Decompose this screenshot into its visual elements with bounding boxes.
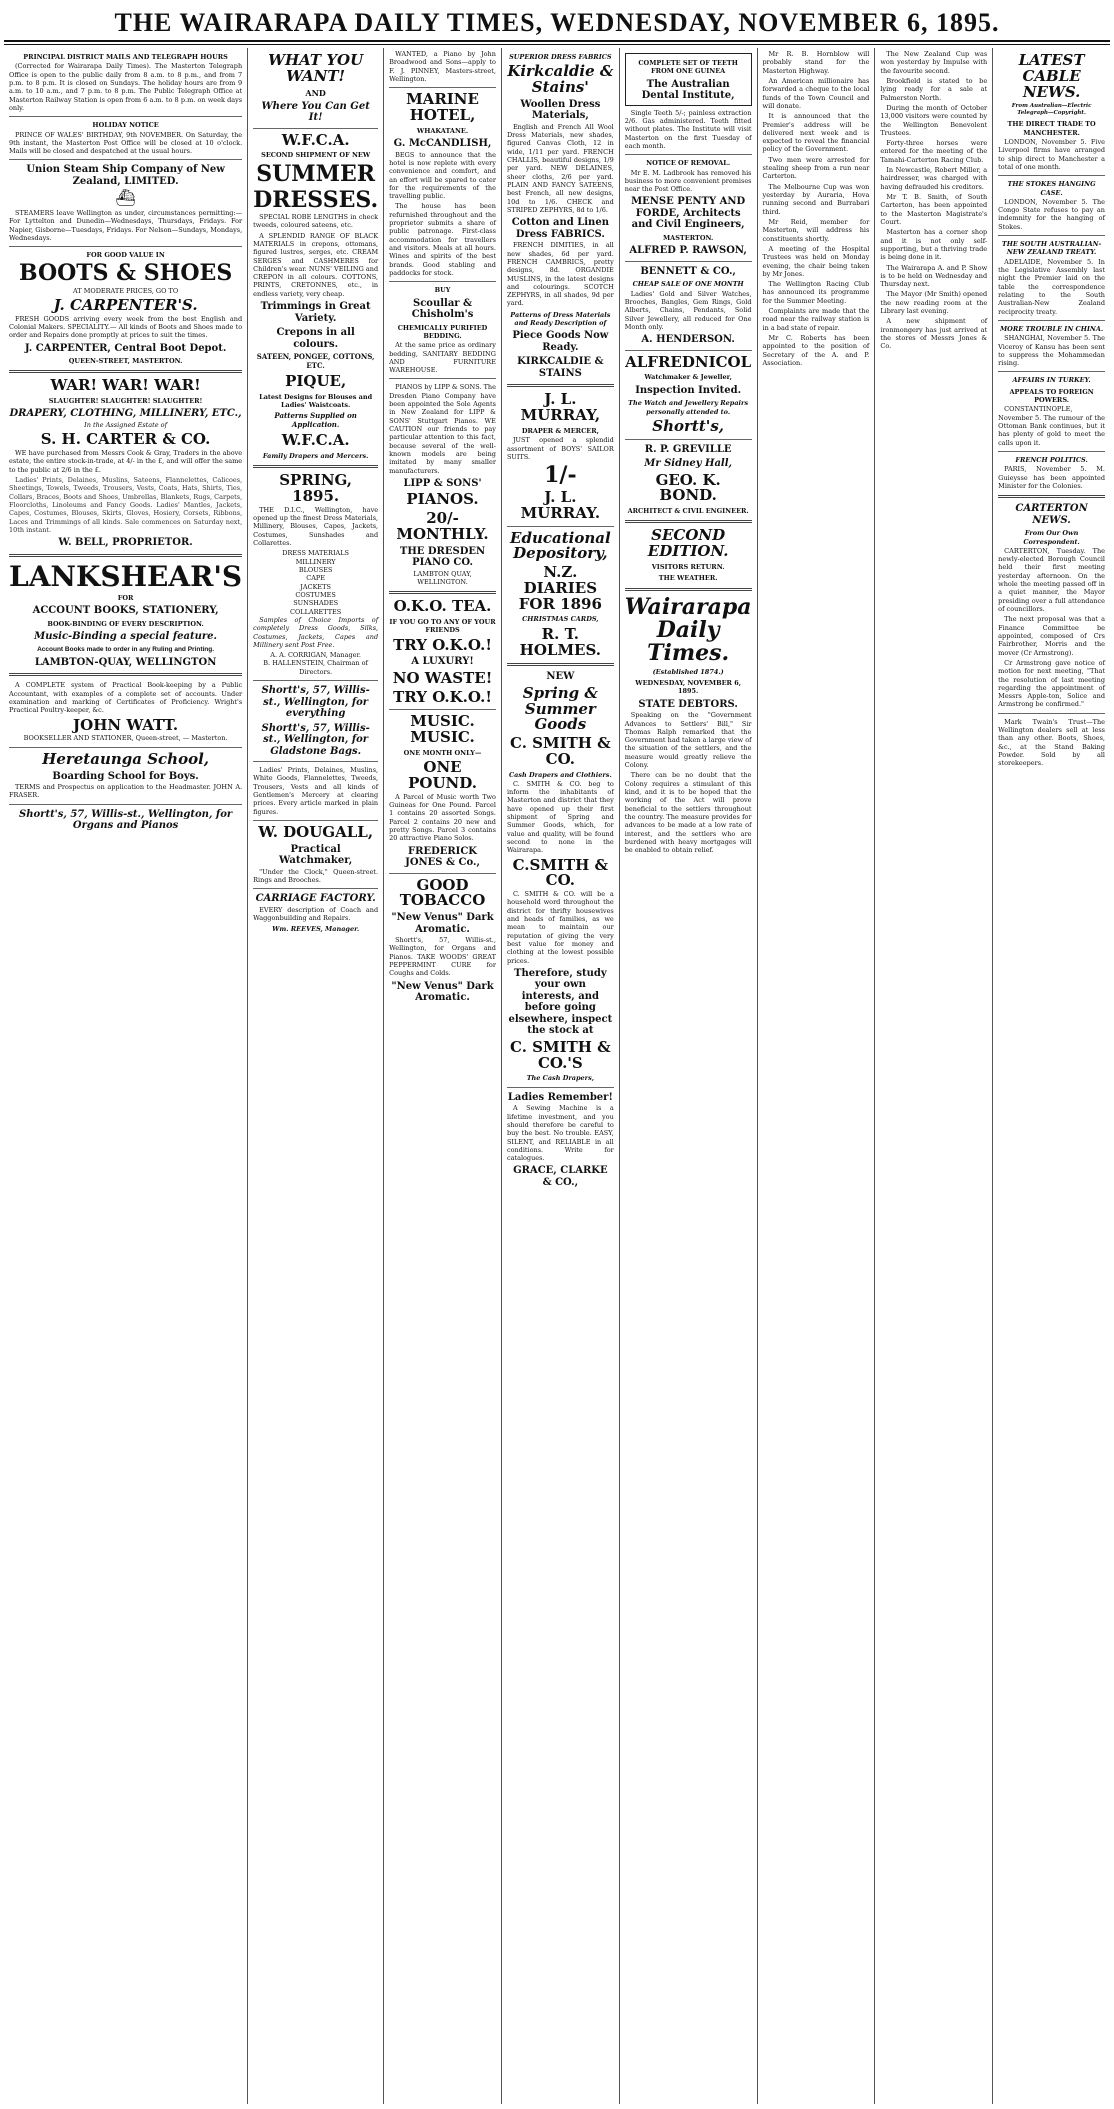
mails-heading: PRINCIPAL DISTRICT MAILS AND TELEGRAPH HOURS xyxy=(23,53,228,61)
newspaper-title: THE WAIRARAPA DAILY TIMES, WEDNESDAY, NOVEMBER 6, 1895. xyxy=(114,8,1000,37)
piece-goods: Piece Goods Now Ready. xyxy=(512,330,609,353)
divider xyxy=(507,526,614,527)
cable-item: LONDON, November 5. Five Liverpool firms have arranged to ship direct to Manchester a total of one month. xyxy=(998,137,1105,171)
divider xyxy=(253,761,378,762)
superior-heading: SUPERIOR DRESS FABRICS xyxy=(509,53,612,61)
no-waste: NO WASTE! xyxy=(392,668,493,687)
carterton-item: Mark Twain's Trust—The Wellington dealers sell at less than any other. Boots, Shoes, &c., at the Stand Baking Powder. Sold by all storekeepers. xyxy=(998,717,1105,768)
dresses-heading: DRESSES. xyxy=(253,186,379,213)
news-item: Mr R. B. Hornblow will probably stand for the Masterton Highway. xyxy=(762,50,870,75)
holmes-heading: R. T. HOLMES. xyxy=(519,624,602,659)
steamship-text: STEAMERS leave Wellington as under, circumstances permitting:— For Lyttelton and Dunedin—Wednesdays, Thursdays, Fridays. For Napier, Gisborne—Tuesdays, Fridays. For Nelson—Sundays, Mondays, Wednesdays. xyxy=(9,208,243,242)
lipp-heading: LIPP & SONS' xyxy=(403,477,482,489)
ladies-filler: A Sewing Machine is a lifetime investment, and you should therefore be careful to buy the best. No trouble. EASY, SILENT, and RELIABLE in all conditions. Write for catalogues. xyxy=(506,1104,614,1163)
list-item: DRESS MATERIALS xyxy=(282,549,349,558)
cotton-heading: Cotton and Linen Dress FABRICS. xyxy=(511,217,609,240)
music-heading: MUSIC. MUSIC. xyxy=(410,712,475,747)
boots-subtext: AT MODERATE PRICES, GO TO xyxy=(72,286,179,295)
carpenter-heading: J. CARPENTER'S. xyxy=(53,295,198,314)
nicol-subheading: Watchmaker & Jeweller, xyxy=(644,373,732,382)
stokes-heading: THE STOKES HANGING CASE. xyxy=(1007,180,1096,197)
spring-text: THE D.I.C., Wellington, have opened up the finest Dress Materials, Millinery, Blouses, Capes, Jackets, Costumes, Sunshades and Collarettes. xyxy=(253,505,379,548)
new-heading: NEW xyxy=(546,671,575,683)
cable-item: SHANGHAI, November 5. The Viceroy of Kansu has been sent to suppress the Mohammedan rising. xyxy=(998,334,1105,368)
crepons-heading: Crepons in all colours. xyxy=(276,327,355,350)
carpenter-name: J. CARPENTER, Central Boot Depot. xyxy=(24,342,227,354)
school-text: TERMS and Prospectus on application to the Headmaster. JOHN A. FRASER. xyxy=(9,783,243,800)
divider xyxy=(998,175,1105,176)
second-edition: SECOND EDITION. xyxy=(647,526,729,561)
divider xyxy=(625,261,752,262)
smith-heading-3: C. SMITH & CO.'S xyxy=(510,1037,611,1072)
weather-heading: THE WEATHER. xyxy=(658,574,718,583)
divider xyxy=(253,680,378,681)
nicol-heading: ALFREDNICOL xyxy=(625,352,752,371)
slaughter-subheading: SLAUGHTER! SLAUGHTER! SLAUGHTER! xyxy=(48,397,203,406)
body-filler: There can be no doubt that the Colony requires a stimulant of this kind, and it is to be hoped that the working of the Act will prove beneficial to the settlers throughout the country. The measure provides for advances to be made at a low rate of interest, and the settlers who are burdened with heavy mortgages will be enabled to obtain relief. xyxy=(624,771,752,855)
news-item: Complaints are made that the road near the railway station is in a bad state of repair. xyxy=(762,307,870,332)
summer-heading: SUMMER xyxy=(256,160,376,187)
hallenstein: B. HALLENSTEIN, Chairman of Directors. xyxy=(263,659,368,676)
divider xyxy=(389,591,496,594)
price: 1/- xyxy=(544,462,577,489)
news-item: Mr C. Roberts has been appointed to the position of Secretary of the A. and P. Association. xyxy=(762,334,870,367)
boots-heading: BOOTS & SHOES xyxy=(18,260,233,287)
divider xyxy=(625,439,752,440)
cable-item: CONSTANTINOPLE, November 5. The rumour of the Ottoman Bank continues, but it has plenty of gold to meet the calls upon it. xyxy=(998,405,1105,447)
direct-heading: THE DIRECT TRADE TO MANCHESTER. xyxy=(1007,120,1096,137)
holiday-heading: HOLIDAY NOTICE xyxy=(92,121,159,130)
divider xyxy=(507,384,614,387)
mense-location: MASTERTON. xyxy=(662,233,714,242)
cable-item: ADELAIDE, November 5. In the Legislative Assembly last night the Premier laid on the table the correspondence relating to the South Australian-New Zealand reciprocity treaty. xyxy=(998,257,1105,316)
list-item: CAPE xyxy=(306,574,326,583)
divider xyxy=(253,128,378,129)
murray-text: JUST opened a splendid assortment of BOYS' SAILOR SUITS. xyxy=(506,436,614,461)
sateen-line: SATEEN, PONGEE, COTTONS, ETC. xyxy=(256,352,375,371)
grace-clarke: GRACE, CLARKE & CO., xyxy=(513,1165,608,1188)
news-item: It is announced that the Premier's address will be delivered next week and is expected to reveal the financial policy of the Government. xyxy=(762,112,870,154)
smith-heading-2: C.SMITH & CO. xyxy=(512,855,609,890)
oko-friends: IF YOU GO TO ANY OF YOUR FRIENDS xyxy=(389,618,496,635)
sidney-heading: Mr Sidney Hall, xyxy=(644,458,733,470)
smith-heading: C. SMITH & CO. xyxy=(510,734,611,768)
turkey-heading: AFFAIRS IN TURKEY. xyxy=(1012,376,1091,385)
paper-date: WEDNESDAY, NOVEMBER 6, 1895. xyxy=(635,679,742,696)
news-item: In Newcastle, Robert Miller, a hairdresser, was charged with having defrauded his creditors. xyxy=(880,166,988,191)
repairs-text: The Watch and Jewellery Repairs personally attended to. xyxy=(628,399,749,416)
teeth-heading: COMPLETE SET OF TEETH FROM ONE GUINEA xyxy=(638,59,738,76)
shortts-ad: Shortt's, 57, Willis-st., Wellington, for everything xyxy=(261,685,370,720)
carterton-item: The next proposal was that a Finance Committee be appointed, composed of Crs Fairbrother, Morris and the mover (Cr Armstrong). xyxy=(998,615,1105,657)
column-5 xyxy=(620,48,758,2104)
venus-heading-2: "New Venus" Dark Aromatic. xyxy=(391,980,494,1004)
marine-text: BEGS to announce that the hotel is now replete with every convenience and comfort, and an effort will be spared to cater for the requirements of the travelling public. xyxy=(389,150,496,201)
want-heading: WHAT YOU WANT! xyxy=(268,51,364,85)
architect-text: ARCHITECT & CIVIL ENGINEER. xyxy=(627,507,749,516)
divider xyxy=(253,465,378,468)
cable-item: LONDON, November 5. The Congo State refuses to pay an indemnity for the hanging of Stokes. xyxy=(998,197,1105,231)
masthead xyxy=(0,0,1114,44)
murray-heading: J. L. MURRAY, xyxy=(520,390,601,425)
appeal-heading: APPEALS TO FOREIGN POWERS. xyxy=(1009,387,1094,405)
try-oko: TRY O.K.O.! xyxy=(393,635,492,654)
murray-subheading: DRAPER & MERCER, xyxy=(521,426,599,435)
rawson-heading: ALFRED P. RAWSON, xyxy=(629,245,747,257)
divider xyxy=(9,116,242,117)
divider xyxy=(9,804,242,805)
tobacco-filler: Shortt's, 57, Willis-st., Wellington, for Organs and Pianos. TAKE WOODS' GREAT PEPPERMINT CURE for Coughs and Colds. xyxy=(389,936,496,978)
carter-filler: Ladies' Prints, Delaines, Muslins, Sateens, Flannelettes, Calicoes, Sheetings, Towels, Tweeds, Trousers, Vests, Coats, Hats, Shirts, Ties, Collars, Braces, Boots and Shoes, Umbrellas, Blankets, Rugs, Carpets, Floorcloths, Linoleums and Fancy Goods. Ladies' Mantles, Jackets, Capes, Costumes, Blouses, Skirts, Gloves, Hosiery, Corsets, Ribbons, Laces and Trimmings of all kinds. Sale commences on Saturday next, 10th instant. xyxy=(9,475,243,534)
mails-text: (Corrected for Wairarapa Daily Times). The Masterton Telegraph Office is open to the public daily from 8 a.m. to 8 p.m., and from 7 p.m. to 8 p.m. It is closed on Sundays. The holiday hours are from 9 a.m. to 10 a.m., and 7 p.m. to 8 p.m. The Public Telegraph Office at Masterton Railway Station is open from 6 a.m. to 8 p.m. on week days only. xyxy=(9,62,243,112)
divider xyxy=(253,820,378,821)
corrigan: A. A. CORRIGAN, Manager. xyxy=(270,651,361,660)
watt-heading: JOHN WATT. xyxy=(73,715,179,734)
column-7 xyxy=(875,48,993,2104)
try-oko-2: TRY O.K.O.! xyxy=(393,687,492,706)
music-subtext: ONE MONTH ONLY— xyxy=(403,748,482,757)
reeves-manager: Wm. REEVES, Manager. xyxy=(272,925,360,934)
news-item: Mr Reid, member for Masterton, will address his constituents shortly. xyxy=(762,217,870,243)
music-binding-text: Music-Binding a special feature. xyxy=(34,631,217,643)
divider xyxy=(9,246,242,247)
dresses-filler: A SPLENDID RANGE OF BLACK MATERIALS in crepons, ottomans, figured lustres, serges, etc. CREAM SERGES and CASHMERES for Children's wear. NUNS' VEILING and CREPON in all colours. COTTONS, PRINTS, CRETONNES, etc., in endless variety, very cheap. xyxy=(253,231,379,298)
correspondent: From Our Own Correspondent. xyxy=(1023,529,1080,546)
cotton-filler: FRENCH DIMITIES, in all new shades, 6d per yard. FRENCH CAMBRICS, pretty designs, 8d. ORGANDIE MUSLINS, in the latest designs and colourings. SCOTCH ZEPHYRS, in all shades, 9d per yard. xyxy=(506,241,614,308)
pianos-heading: PIANOS. xyxy=(406,490,479,509)
french-heading: FRENCH POLITICS. xyxy=(1015,455,1088,464)
news-item: Forty-three horses were entered for the meeting of the Tamahi-Carterton Racing Club. xyxy=(880,139,988,164)
news-item: An American millionaire has forwarded a cheque to the local funds of the Town Council and will donate. xyxy=(762,76,870,110)
top-rule-thin xyxy=(4,44,1110,45)
news-item: A meeting of the Hospital Trustees was held on Monday evening, the chair being taken by Mr Jones. xyxy=(762,244,870,278)
watt-text: BOOKSELLER AND STATIONER, Queen-street, — Masterton. xyxy=(23,734,228,743)
pound-heading: ONE POUND. xyxy=(408,758,477,792)
inspection: Inspection Invited. xyxy=(635,384,742,396)
carterton-item: Cr Armstrong gave notice of motion for next meeting, "That the resolution of last meeting regarding the appointment of Messrs Apple-ton, Solice and Armstrong be confirmed." xyxy=(998,658,1105,709)
divider xyxy=(9,747,242,748)
family-drapers: Family Drapers and Mercers. xyxy=(262,452,369,461)
greville-heading: R. P. GREVILLE xyxy=(644,443,732,455)
bennett-heading: BENNETT & CO., xyxy=(640,265,736,277)
news-item: The Wellington Racing Club has announced its programme for the Summer Meeting. xyxy=(762,280,870,305)
marine-heading: MARINE HOTEL, xyxy=(406,90,479,124)
latest-designs: Latest Designs for Blouses and Ladies' Waistcoats. xyxy=(259,392,373,410)
dougall-text: "Under the Clock," Queen-street. Rings and Brooches. xyxy=(253,867,379,885)
holiday-text: PRINCE OF WALES' BIRTHDAY, 9th NOVEMBER. On Saturday, the 9th instant, the Masterton Post Office will be closed at 10 o'clock. Mails will be closed and despatched at the usual hours. xyxy=(9,130,243,156)
list-item: MILLINERY xyxy=(295,557,336,566)
mense-heading: MENSE PENTY AND FORDE, Architects and Civil Engineers, xyxy=(631,196,746,231)
divider xyxy=(998,235,1105,236)
tobacco-heading: GOOD TOBACCO xyxy=(399,875,486,910)
news-item: Two men were arrested for stealing sheep from a run near Carterton. xyxy=(762,155,870,181)
carriage-heading: CARRIAGE FACTORY. xyxy=(255,893,376,905)
dresden-address: LAMBTON QUAY, WELLINGTON. xyxy=(413,569,472,586)
oko-heading: O.K.O. TEA. xyxy=(393,597,492,616)
pianos-text: PIANOS by LIPP & SONS. The Dresden Piano Company have been appointed the Sole Agents in New Zealand for LIPP & SONS' Stuttgart Pianos. WE CAUTION our friends to pay particular attention to this fact, because several of the well-known models are being imitated by many smaller manufacturers. xyxy=(389,383,496,475)
wfca-heading-2: W.F.C.A. xyxy=(281,431,350,450)
cable-item: PARIS, November 5. M. Guieysse has been appointed Minister for the Colonies. xyxy=(998,465,1105,490)
column-4 xyxy=(502,48,620,2104)
visitors-heading: VISITORS RETURN. xyxy=(651,562,725,571)
news-item: The New Zealand Cup was won yesterday by Impulse with the favourite second. xyxy=(880,50,988,75)
pique-heading: PIQUE, xyxy=(285,372,347,391)
account-books-order: Account Books made to order in any Ruling and Printing. xyxy=(37,645,215,653)
music-filler: A Parcel of Music worth Two Guineas for One Pound. Parcel 1 contains 20 assorted Songs. Parcel 2 contains 20 new and pretty Songs. Parcel 3 contains 20 attractive Piano Solos. xyxy=(389,792,496,843)
divider xyxy=(998,495,1105,498)
carter-text: WE have purchased from Messrs Cook & Gray, Traders in the above estate, the entire stock-in-trade, at 4/- in the £, and will offer the same to the public at 2/6 in the £. xyxy=(9,449,243,474)
ladies-heading: Ladies Remember! xyxy=(507,1091,613,1103)
divider xyxy=(9,554,242,557)
good-value-heading: FOR GOOD VALUE IN xyxy=(86,251,165,260)
carterton-heading: CARTERTON NEWS. xyxy=(1015,503,1088,526)
cheap-sale: CHEAP SALE OF ONE MONTH xyxy=(632,280,744,289)
marine-proprietor: G. McCANDLISH, xyxy=(393,138,492,150)
paper-title: Wairarapa Daily Times. xyxy=(624,593,752,666)
saust-heading: THE SOUTH AUSTRALIAN-NEW ZEALAND TREATY. xyxy=(1001,240,1102,257)
wfca-heading: W.F.C.A. xyxy=(281,130,350,149)
account-books-heading: ACCOUNT BOOKS, STATIONERY, xyxy=(32,605,219,617)
drapery-heading: DRAPERY, CLOTHING, MILLINERY, ETC., xyxy=(9,408,242,420)
luxury-heading: A LUXURY! xyxy=(411,656,474,668)
patterns-line: Patterns Supplied on Application. xyxy=(274,411,357,430)
murray-2: J. L. MURRAY. xyxy=(520,488,601,522)
divider xyxy=(625,588,752,591)
lankshear-for: FOR xyxy=(117,594,134,603)
cards-heading: CHRISTMAS CARDS, xyxy=(522,615,599,624)
smith-filler-2: C. SMITH & CO. will be a household word throughout the district for thrifty housewives and heads of families, as we mean to maintain our reputation of giving the very best value for money and clothing at the lowest possible prices. xyxy=(506,890,614,965)
teeth-ad xyxy=(625,53,752,106)
school-heading: Heretaunga School, xyxy=(42,749,209,768)
column-8 xyxy=(993,48,1110,2104)
divider xyxy=(998,371,1105,372)
column-6 xyxy=(758,48,876,2104)
carpenter-address: QUEEN-STREET, MASTERTON. xyxy=(68,357,183,366)
spring-list xyxy=(253,549,378,616)
divider xyxy=(998,320,1105,321)
dental-heading: The Australian Dental Institute, xyxy=(641,78,735,102)
divider xyxy=(625,520,752,523)
smith-filler: C. SMITH & CO. beg to inform the inhabitants of Masterton and district that they have opened up their first shipment of Spring and Summer Goods, which, for value and quality, will be found second to none in the Wairarapa. xyxy=(506,779,614,855)
list-item: JACKETS xyxy=(300,582,331,591)
top-rule xyxy=(4,40,1110,42)
news-item: During the month of October 13,000 visitors were counted by the Wellington Benevolent Trustees. xyxy=(880,103,988,137)
kirk-filler: English and French All Wool Dress Materials, new shades, figured Canvas Cloth, 12 in wide, 1/11 per yard. FRENCH CHALLIS, beautiful designs, 1/9 per yard. NEW DELAINES, sheer cloths, 2/6 per yard. PLAIN AND FANCY SATEENS, best French, all new designs, 10d to 1/6. CHECK and STRIPED ZEPHYRS, 8d to 1/6. xyxy=(506,122,614,214)
divider xyxy=(9,370,242,373)
page-columns xyxy=(4,48,1110,2104)
dougall-heading: W. DOUGALL, xyxy=(258,822,374,841)
divider xyxy=(9,159,242,160)
china-heading: MORE TROUBLE IN CHINA. xyxy=(999,324,1104,333)
marine-filler: The house has been refurnished throughout and the proprietor submits a share of public patronage. First-class accommodation for travellers and visitors. Meals at all hours. Wines and spirits of the best brands. Good stabling and paddocks for stock. xyxy=(389,202,496,277)
carter-heading: S. H. CARTER & CO. xyxy=(40,430,211,449)
cable-heading: LATEST CABLE NEWS. xyxy=(1018,51,1085,101)
lankshear-heading: LANKSHEAR'S xyxy=(9,559,243,593)
news-item: The Melbourne Cup was won yesterday by Auraria, Hova running second and Burrabari third. xyxy=(762,182,870,216)
cable-source: From Australian—Electric Telegraph—Copyright. xyxy=(1011,103,1092,117)
teeth-filler: Single Teeth 5/-; painless extraction 2/6. Gas administered. Teeth fitted without plates. The Institute will visit Masterton on the first Tuesday of each month. xyxy=(624,108,752,150)
dresses-text: SPECIAL ROBE LENGTHS in check tweeds, coloured sateens, etc. xyxy=(253,212,379,230)
school-subheading: Boarding School for Boys. xyxy=(52,770,199,782)
steamship-heading: Union Steam Ship Company of New Zealand, LIMITED. xyxy=(26,164,225,187)
educational-heading: Educational Depository, xyxy=(510,528,611,563)
divider xyxy=(389,709,496,710)
bookbinding-text: BOOK-BINDING OF EVERY DESCRIPTION. xyxy=(47,619,204,628)
bedding-text: At the same price as ordinary bedding, SANITARY BEDDING AND FURNITURE WAREHOUSE. xyxy=(389,341,496,375)
carterton-item: CARTERTON, Tuesday. The newly-elected Borough Council held their first meeting yesterday afternoon. On the whole the meeting passed off in a quiet manner, the Mayor presiding over a full attendance of councillors. xyxy=(998,546,1105,613)
marine-sub: WHAKATANE. xyxy=(416,126,469,135)
bond-heading: GEO. K. BOND. xyxy=(655,470,721,505)
assigned-estate: In the Assigned Estate of xyxy=(84,420,167,429)
carriage-text: EVERY description of Coach and Waggonbuilding and Repairs. xyxy=(253,905,379,923)
divider xyxy=(253,888,378,889)
filler-text: Ladies' Prints, Delaines, Muslins, White Goods, Flannelettes, Tweeds, Trousers, Vests and all kinds of Gentlemen's Mercery at clearing prices. Every article marked in plain figures. xyxy=(253,766,379,816)
samples-text: Samples of Choice Imports of completely Dress Goods, Silks, Costumes, Jackets, Capes and Millinery sent Post Free. xyxy=(253,615,379,649)
fred-jones: FREDERICK JONES & Co., xyxy=(405,845,480,869)
news-item: The Wairarapa A. and P. Show is to be held on Wednesday and Thursday next. xyxy=(880,263,988,289)
list-item: BLOUSES xyxy=(298,566,333,575)
diaries-heading: N.Z. DIARIES FOR 1896 xyxy=(518,563,602,613)
ship-icon: ⛴ xyxy=(115,188,136,208)
kirkcaldie-2: KIRKCALDIE & STAINS xyxy=(517,356,604,379)
divider xyxy=(507,663,614,666)
patterns-line: Patterns of Dress Materials and Ready Description of xyxy=(510,310,611,328)
dresden-heading: THE DRESDEN PIANO CO. xyxy=(399,545,486,569)
divider xyxy=(625,154,752,155)
spring-heading: SPRING, 1895. xyxy=(279,471,353,506)
venus-heading: "New Venus" Dark Aromatic. xyxy=(391,912,494,935)
kirkcaldie-heading: Kirkcaldie & Stains' xyxy=(507,62,614,97)
buy-heading: BUY xyxy=(434,286,451,295)
state-debtors: STATE DEBTORS. xyxy=(638,698,738,710)
lambton-quay: LAMBTON-QUAY, WELLINGTON xyxy=(34,656,217,668)
divider xyxy=(625,350,752,351)
cash-drapers: Cash Drapers and Clothiers. xyxy=(508,770,612,779)
divider xyxy=(389,378,496,379)
shipment-text: SECOND SHIPMENT OF NEW xyxy=(261,151,371,160)
war-heading: WAR! WAR! WAR! xyxy=(50,376,201,395)
spring-goods-heading: Spring & Summer Goods xyxy=(522,683,598,734)
removal-text: Mr E. M. Ladbrook has removed his business to more convenient premises near the Post Office. xyxy=(624,168,752,194)
list-item: COLLARETTES xyxy=(290,607,342,616)
news-item: The Mayor (Mr Smith) opened the new reading room at the Library last evening. xyxy=(880,290,988,316)
column-3 xyxy=(384,48,502,2104)
divider xyxy=(9,673,242,676)
news-item: Brookfield is stated to be lying ready for a sale at Palmerston North. xyxy=(880,76,988,102)
column-2: WHAT YOU WANT! AND Where You Can Get It! W.F.C.A. SECOND SHIPMENT OF NEW SUMMER DRESSES. SPECIAL ROBE LENGTHS in check tweeds, coloured sateens, etc. A SPLENDID RANGE OF BLACK MATERIALS in crepons, ottomans, figured lustres, serges, etc. CREAM SERGES and CASHMERES for Children's wear. NUNS' VEILING and CREPON in all colours. COTTONS, PRINTS, CRETONNES, etc., in endless variety, very cheap. Trimmings in Great Variety. Crepons in all colours. SATEEN, PONGEE, COTTONS, ETC. PIQUE, Latest Designs for Blouses and Ladies' Waistcoats. Patterns Supplied on Application. W.F.C.A. Family Drapers and Mercers. SPRING, 1895. THE D.I.C., Wellington, have opened up the finest Dress Materials, Millinery, Blouses, Capes, Jackets, Costumes, Sunshades and Collarettes. DRESS MATERIALS MILLINERY BLOUSES CAPE JACKETS COSTUMES SUNSHADES COLLARETTES Samples of Choice Imports of completely Dress Goods, Silks, Costumes, Jackets, Capes and Millinery sent Post Free. A. A. CORRIGAN, Manager. B. HALLENSTEIN, Chairman of Directors. Shortt's, 57, Willis-st., Wellington, for everything Shortt's, 57, Willis-st., Wellington, for Gladstone Bags. Ladies' Prints, Delaines, Muslins, White Goods, Flannelettes, Tweeds, Trousers, Vests and all kinds of Gentlemen's Mercery at clearing prices. Every article marked in plain figures. W. DOUGALL, Practical Watchmaker, "Under the Clock," Queen-street. Rings and Brooches. CARRIAGE FACTORY. EVERY description of Coach and Waggonbuilding and Repairs. Wm. REEVES, Manager. xyxy=(248,48,384,2104)
bell-proprietor: W. BELL, PROPRIETOR. xyxy=(58,537,193,549)
divider xyxy=(998,713,1105,714)
list-item: COSTUMES xyxy=(295,590,336,599)
woollen-heading: Woollen Dress Materials, xyxy=(520,98,601,122)
wanted-ad: WANTED, a Piano by John Broadwood and Sons—apply to F. J. PINNEY, Masters-street, Wellington. xyxy=(389,50,496,83)
sale-filler: Ladies' Gold and Silver Watches, Brooches, Bangles, Gem Rings, Gold Alberts, Chains, Pendants, Solid Silver Jewellery, all reduced for One Month only. xyxy=(624,289,752,331)
list-item: SUNSHADES xyxy=(293,599,339,608)
carpenter-text: FRESH GOODS arriving every week from the best English and Colonial Makers. SPECIALITY.— All kinds of Boots and Shoes made to order and Repairs done promptly at prices to suit the times. xyxy=(9,314,243,340)
cash-drapers-2: The Cash Drapers, xyxy=(526,1074,594,1083)
scoullar-heading: Scoullar & Chisholm's xyxy=(411,297,474,321)
dougall-subheading: Practical Watchmaker, xyxy=(279,843,353,867)
shortts-ad-2: Shortt's, 57, Willis-st., Wellington, for Gladstone Bags. xyxy=(261,722,370,757)
shortts-ad: Shortt's, 57, Willis-st., Wellington, for Organs and Pianos xyxy=(19,808,233,832)
divider xyxy=(389,87,496,88)
therefore-text: Therefore, study your own interests, and before going elsewhere, inspect the stock at xyxy=(508,967,613,1037)
news-item: A new shipment of ironmongery has just arrived at the stores of Messrs Jones & Co. xyxy=(880,317,988,351)
column-1 xyxy=(4,48,248,2104)
get-heading: Where You Can Get It! xyxy=(261,100,370,124)
henderson: A. HENDERSON. xyxy=(641,334,735,346)
divider xyxy=(389,281,496,282)
state-body: Speaking on the "Government Advances to Settlers' Bill," Sir Thomas Ralph remarked that the Government had taken a large view of the situation of the settlers, and the measure would greatly relieve the Colony. xyxy=(624,711,752,770)
news-item: Masterton has a corner shop and it is not only self-supporting, but a thriving trade is being done in it. xyxy=(880,228,988,262)
removal-heading: NOTICE OF REMOVAL. xyxy=(646,159,731,168)
divider xyxy=(389,873,496,874)
complete-system-text: A COMPLETE system of Practical Book-keeping by a Public Accountant, with examples of a complete set of accounts. Under examination and marking of Certificates of Proficiency. Wright's Practical Poultry-keeper, &c. xyxy=(9,681,243,715)
divider xyxy=(998,451,1105,452)
established: (Established 1874.) xyxy=(652,667,724,676)
news-item: Mr T. B. Smith, of South Carterton, has been appointed to the Masterton Magistrate's Court. xyxy=(880,193,988,226)
monthly-heading: 20/- MONTHLY. xyxy=(396,509,489,543)
bedding-heading: CHEMICALLY PURIFIED BEDDING. xyxy=(397,323,488,340)
trimmings-heading: Trimmings in Great Variety. xyxy=(260,301,371,324)
shortts-ad: Shortt's, xyxy=(652,416,725,435)
divider xyxy=(507,1087,614,1088)
